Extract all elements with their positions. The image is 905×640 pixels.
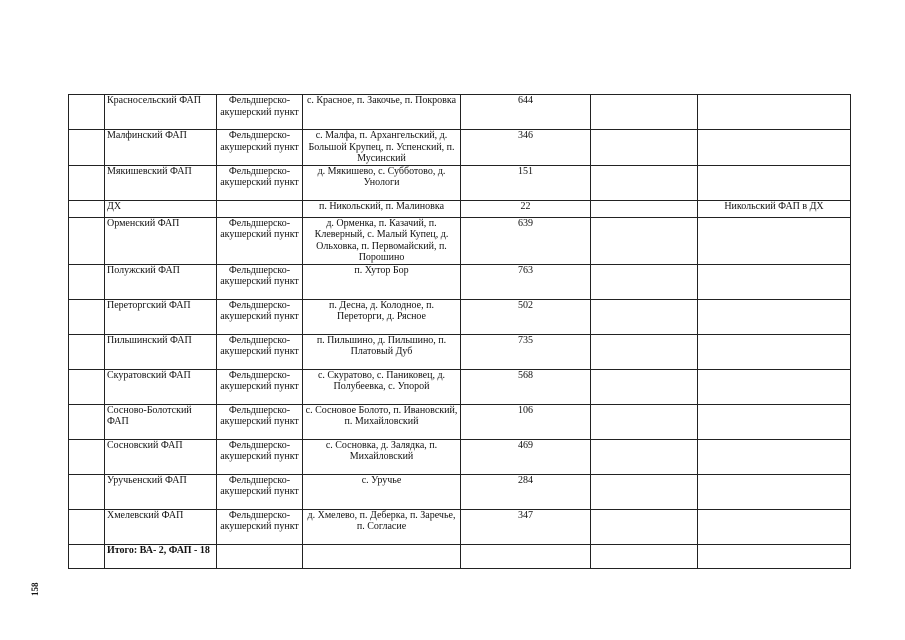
extra-cell	[591, 509, 698, 544]
row-number-cell	[69, 264, 105, 299]
table-row	[69, 369, 851, 404]
extra-cell	[591, 95, 698, 130]
row-number-cell	[69, 165, 105, 200]
facility-name: Малфинский ФАП	[105, 130, 217, 166]
extra-cell	[591, 200, 698, 217]
settlements: п. Никольский, п. Малиновка	[303, 200, 461, 217]
settlements: с. Сосновка, д. Залядка, п. Михайловский	[303, 439, 461, 474]
table-row	[69, 509, 851, 544]
facility-name: ДХ	[105, 200, 217, 217]
table-row	[69, 404, 851, 439]
row-number-cell	[69, 200, 105, 217]
total-extra-cell	[591, 544, 698, 568]
note: Никольский ФАП в ДХ	[698, 200, 851, 217]
settlements: с. Уручье	[303, 474, 461, 509]
total-address-cell	[303, 544, 461, 568]
facility-type	[217, 200, 303, 217]
facility-name: Красносельский ФАП	[105, 95, 217, 130]
facility-name: Переторгский ФАП	[105, 299, 217, 334]
facility-name: Сосново-Болотский ФАП	[105, 404, 217, 439]
extra-cell	[591, 264, 698, 299]
page-number: 158	[30, 582, 40, 596]
population-count: 469	[461, 439, 591, 474]
facility-type: Фельдшерско-акушерский пункт	[217, 130, 303, 166]
facility-name: Сосновский ФАП	[105, 439, 217, 474]
row-number-cell	[69, 299, 105, 334]
facility-name: Орменский ФАП	[105, 217, 217, 264]
settlements: с. Сосновое Болото, п. Ивановский, п. Михайловский	[303, 404, 461, 439]
row-number-cell	[69, 439, 105, 474]
table-row	[69, 200, 851, 217]
table-row	[69, 334, 851, 369]
population-count: 22	[461, 200, 591, 217]
note	[698, 404, 851, 439]
table-body	[69, 95, 851, 545]
note	[698, 369, 851, 404]
row-number-cell	[69, 474, 105, 509]
row-number-cell	[69, 334, 105, 369]
population-count: 151	[461, 165, 591, 200]
facility-name: Мякишевский ФАП	[105, 165, 217, 200]
extra-cell	[591, 130, 698, 166]
facility-type: Фельдшерско-акушерский пункт	[217, 165, 303, 200]
facility-type: Фельдшерско-акушерский пункт	[217, 474, 303, 509]
total-note-cell	[698, 544, 851, 568]
facility-type: Фельдшерско-акушерский пункт	[217, 217, 303, 264]
total-num-cell	[69, 544, 105, 568]
extra-cell	[591, 369, 698, 404]
population-count: 644	[461, 95, 591, 130]
row-number-cell	[69, 509, 105, 544]
facility-type: Фельдшерско-акушерский пункт	[217, 95, 303, 130]
extra-cell	[591, 334, 698, 369]
facility-type: Фельдшерско-акушерский пункт	[217, 439, 303, 474]
note	[698, 334, 851, 369]
facility-name: Полужский ФАП	[105, 264, 217, 299]
table-row	[69, 217, 851, 264]
table-row	[69, 130, 851, 166]
settlements: п. Десна, д. Колодное, п. Переторги, д. Рясное	[303, 299, 461, 334]
settlements: с. Малфа, п. Архангельский, д. Большой Крупец, п. Успенский, п. Мусинский	[303, 130, 461, 166]
facility-name: Уручьенский ФАП	[105, 474, 217, 509]
total-label: Итого: ВА- 2, ФАП - 18	[105, 544, 217, 568]
note	[698, 474, 851, 509]
settlements: с. Скуратово, с. Паниковец, д. Полубеевка, с. Упорой	[303, 369, 461, 404]
total-row	[69, 544, 851, 568]
extra-cell	[591, 439, 698, 474]
facility-type: Фельдшерско-акушерский пункт	[217, 369, 303, 404]
table-row	[69, 264, 851, 299]
total-type-cell	[217, 544, 303, 568]
facility-name: Пильшинский ФАП	[105, 334, 217, 369]
extra-cell	[591, 299, 698, 334]
extra-cell	[591, 474, 698, 509]
note	[698, 299, 851, 334]
settlements: д. Хмелево, п. Деберка, п. Заречье, п. Согласие	[303, 509, 461, 544]
row-number-cell	[69, 217, 105, 264]
table-row	[69, 165, 851, 200]
table-row	[69, 95, 851, 130]
extra-cell	[591, 217, 698, 264]
population-count: 106	[461, 404, 591, 439]
note	[698, 217, 851, 264]
note	[698, 165, 851, 200]
settlements: с. Красное, п. Закочье, п. Покровка	[303, 95, 461, 130]
facility-type: Фельдшерско-акушерский пункт	[217, 334, 303, 369]
table-row	[69, 299, 851, 334]
population-count: 502	[461, 299, 591, 334]
total-population-cell	[461, 544, 591, 568]
facility-type: Фельдшерско-акушерский пункт	[217, 299, 303, 334]
extra-cell	[591, 165, 698, 200]
facility-type: Фельдшерско-акушерский пункт	[217, 509, 303, 544]
population-count: 347	[461, 509, 591, 544]
settlements: п. Хутор Бор	[303, 264, 461, 299]
row-number-cell	[69, 404, 105, 439]
note	[698, 130, 851, 166]
note	[698, 264, 851, 299]
table-row	[69, 474, 851, 509]
extra-cell	[591, 404, 698, 439]
facility-type: Фельдшерско-акушерский пункт	[217, 404, 303, 439]
facility-type: Фельдшерско-акушерский пункт	[217, 264, 303, 299]
table-row	[69, 439, 851, 474]
note	[698, 95, 851, 130]
population-count: 763	[461, 264, 591, 299]
settlements: д. Орменка, п. Казачий, п. Клеверный, с. Малый Купец, д. Ольховка, п. Первомайский, п. Порошино	[303, 217, 461, 264]
note	[698, 509, 851, 544]
population-count: 284	[461, 474, 591, 509]
population-count: 346	[461, 130, 591, 166]
facilities-table	[68, 94, 851, 569]
settlements: п. Пильшино, д. Пильшино, п. Платовый Дуб	[303, 334, 461, 369]
settlements: д. Мякишево, с. Субботово, д. Унологи	[303, 165, 461, 200]
row-number-cell	[69, 369, 105, 404]
row-number-cell	[69, 130, 105, 166]
row-number-cell	[69, 95, 105, 130]
population-count: 639	[461, 217, 591, 264]
population-count: 568	[461, 369, 591, 404]
facility-name: Хмелевский ФАП	[105, 509, 217, 544]
population-count: 735	[461, 334, 591, 369]
facility-name: Скуратовский ФАП	[105, 369, 217, 404]
note	[698, 439, 851, 474]
